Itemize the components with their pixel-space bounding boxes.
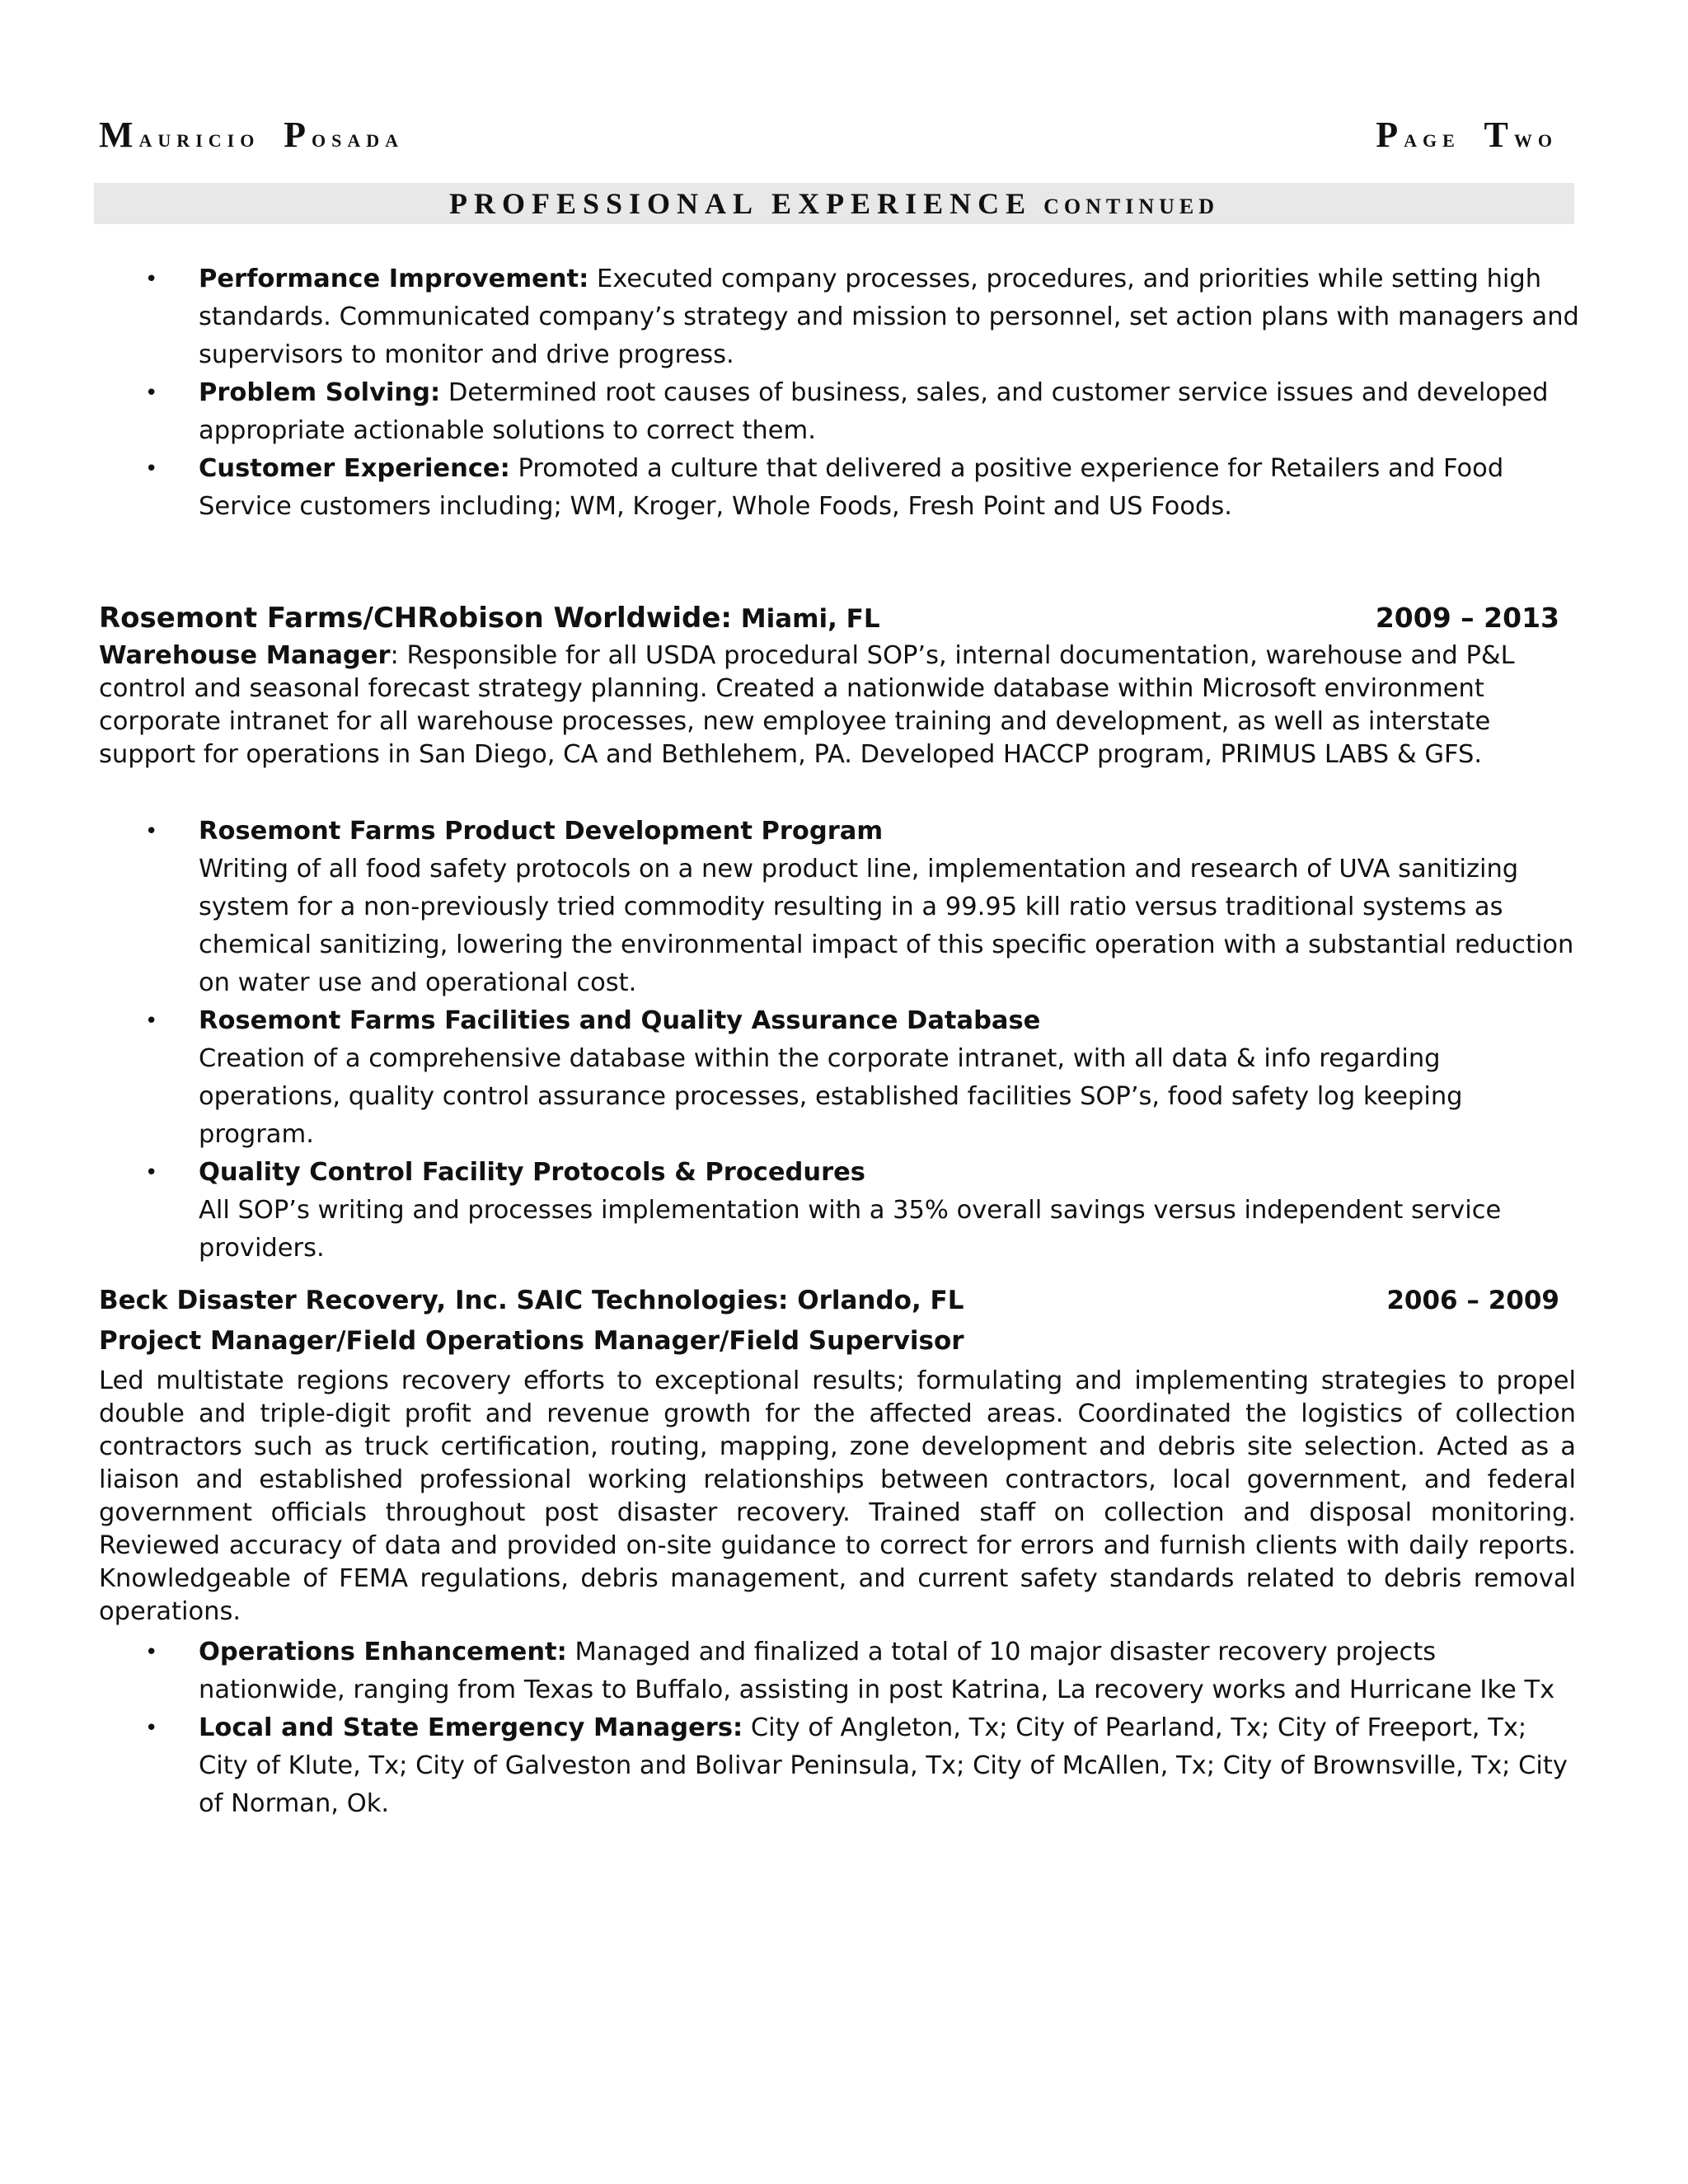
section-heading-bar — [94, 183, 1574, 224]
employment-dates: 2009 – 2013 — [1375, 602, 1559, 634]
job-header-rosemont — [99, 602, 1559, 638]
job2-bullet-list — [145, 1633, 1579, 1823]
bullet-icon: • — [145, 1716, 158, 1741]
job-title: Project Manager/Field Operations Manager/Field Supervisor — [99, 1326, 964, 1356]
bullet-icon: • — [145, 381, 158, 405]
bullet-icon: • — [145, 1640, 158, 1665]
section-title: PROFESSIONAL EXPERIENCE — [448, 187, 1033, 220]
list-item: • Rosemont Farms Product Development Program Writing of all food safety protocols on a new product line, implementation and research of UVA sanitizing system for a non-previously tried commodity resulting in a 99.95 kill ratio versus traditional systems as chemical sanitizing, lowering the environmental impact of this specific operation with a substantial reduction on water use and operational cost. — [145, 813, 1579, 1002]
intro-bullet-list — [145, 260, 1579, 526]
list-item: • Customer Experience: Promoted a culture that delivered a positive experience for Retailers and Food Service customers including; WM, Kroger, Whole Foods, Fresh Point and US Foods. — [145, 450, 1579, 526]
list-item: • Rosemont Farms Facilities and Quality Assurance Database Creation of a comprehensive database within the corporate intranet, with all data & info regarding operations, quality control assurance processes, established facilities SOP’s, food safety log keeping program. — [145, 1002, 1579, 1154]
page-number-label: Page Two — [1376, 115, 1558, 155]
list-item: • Quality Control Facility Protocols & Procedures All SOP’s writing and processes implementation with a 35% overall savings versus independent service providers. — [145, 1154, 1579, 1268]
job-description: Led multistate regions recovery efforts to exceptional results; formulating and implementing strategies to propel double and triple-digit profit and revenue growth for the affected areas. Coordinated the logistics of collection contractors such as truck certification, routing, mapping, zone development and debris site selection. Acted as a liaison and established professional working relationships between contractors, local government, and federal government officials throughout post disaster recovery. Trained staff on collection and disposal monitoring. Reviewed accuracy of data and provided on-site guidance to correct for errors and furnish clients with daily reports. Knowledgeable of FEMA regulations, debris management, and current safety standards related to debris removal operations. — [99, 1366, 1576, 1626]
bullet-icon: • — [145, 457, 158, 481]
employment-dates: 2006 – 2009 — [1386, 1286, 1559, 1315]
bullet-icon: • — [145, 267, 158, 292]
company-name: Beck Disaster Recovery, Inc. SAIC Technologies: Orlando, FL — [99, 1286, 964, 1315]
candidate-name: Mauricio Posada — [99, 115, 404, 155]
section-subtitle: CONTINUED — [1043, 194, 1220, 218]
list-item: • Operations Enhancement: Managed and finalized a total of 10 major disaster recovery projects nationwide, ranging from Texas to Buffalo, assisting in post Katrina, La recovery works and Hurricane Ike Tx — [145, 1633, 1579, 1709]
list-item: • Performance Improvement: Executed company processes, procedures, and priorities while setting high standards. Communicated company’s strategy and mission to personnel, set action plans with managers and supervisors to monitor and drive progress. — [145, 260, 1579, 374]
list-item: • Local and State Emergency Managers: City of Angleton, Tx; City of Pearland, Tx; City of Freeport, Tx; City of Klute, Tx; City of Galveston and Bolivar Peninsula, Tx; City of McAllen, Tx; City of Brownsville, Tx; City of Norman, Ok. — [145, 1709, 1579, 1823]
job-description: Warehouse Manager: Responsible for all USDA procedural SOP’s, internal documentation, warehouse and P&L control and seasonal forecast strategy planning. Created a nationwide database within Microsoft environment corporate intranet for all warehouse processes, new employee training and development, as well as interstate support for operations in San Diego, CA and Bethlehem, PA. Developed HACCP program, PRIMUS LABS & GFS. — [99, 641, 1515, 769]
list-item: • Problem Solving: Determined root causes of business, sales, and customer service issues and developed appropriate actionable solutions to correct them. — [145, 374, 1579, 450]
company-name: Rosemont Farms/CHRobison Worldwide: Miami, FL — [99, 602, 880, 635]
bullet-icon: • — [145, 1160, 158, 1185]
bullet-icon: • — [145, 819, 158, 844]
job-title: Warehouse Manager — [99, 641, 391, 670]
job1-bullet-list — [145, 813, 1579, 1268]
bullet-icon: • — [145, 1009, 158, 1033]
page-header — [99, 114, 1558, 166]
job-header-beck — [99, 1286, 1559, 1322]
